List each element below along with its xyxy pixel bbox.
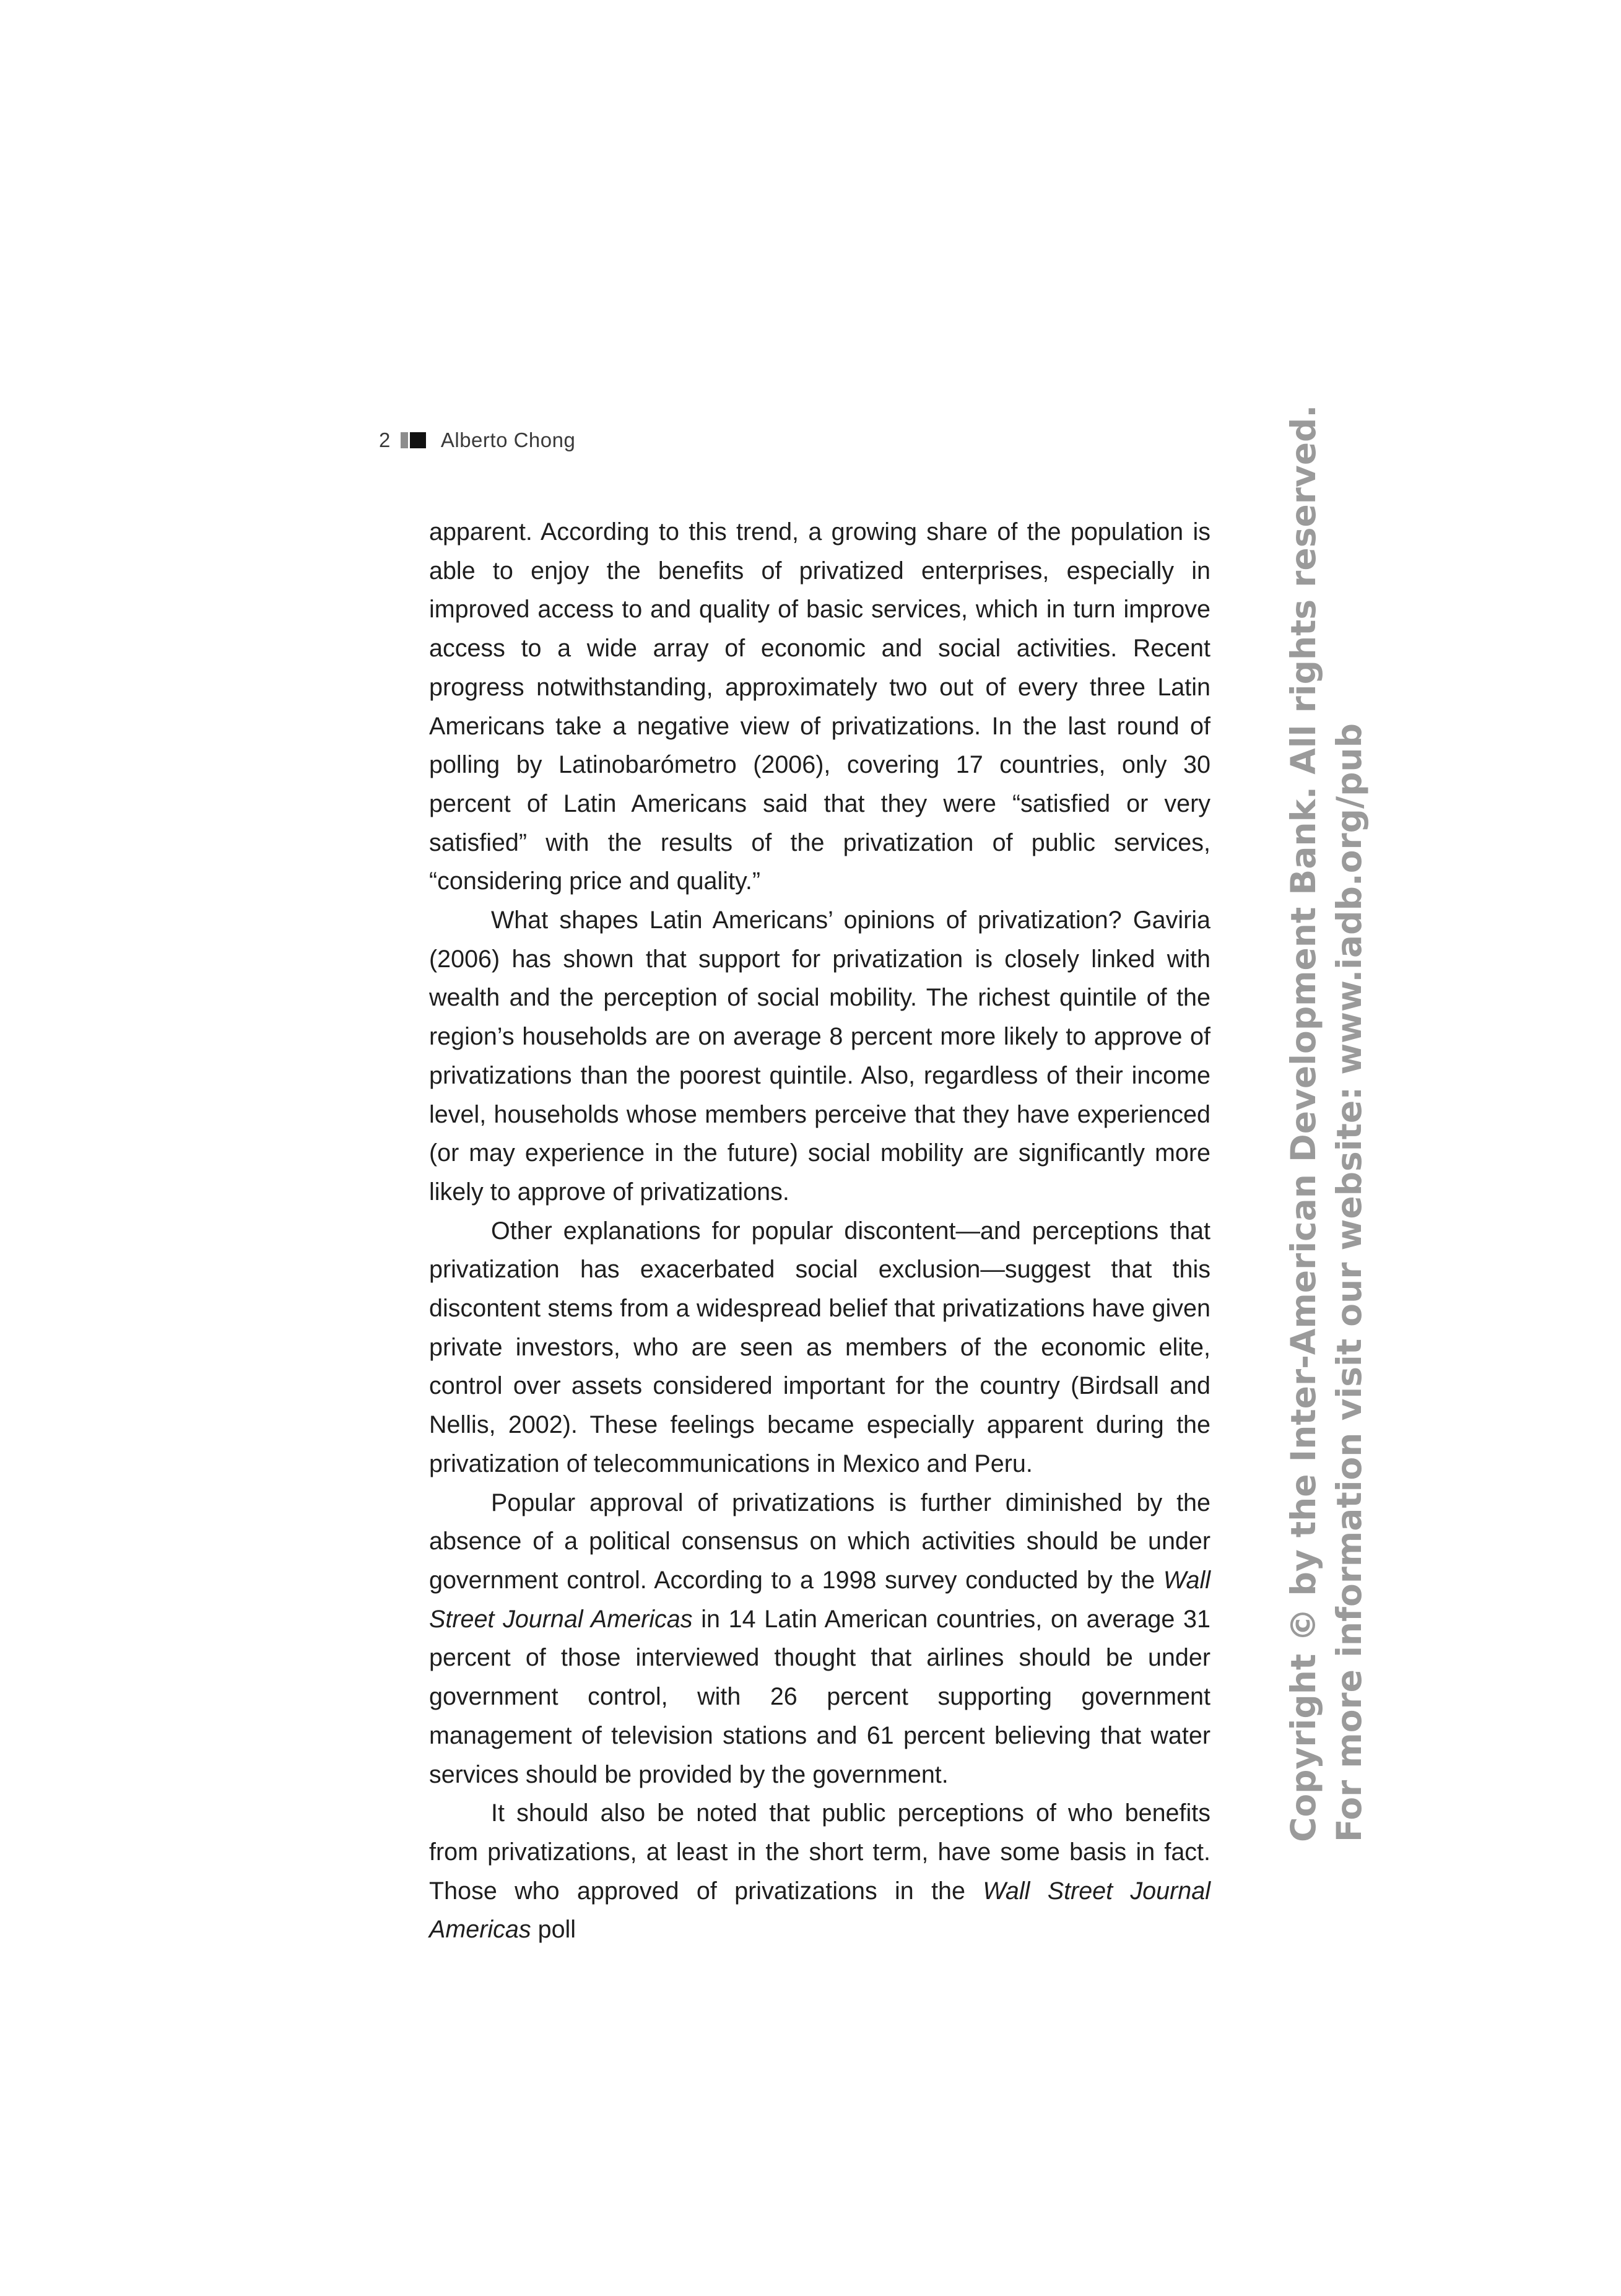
paragraph-5-text-a: It should also be noted that public perceptions of who benefits from privatizations, at least in the short term, have some basis in fact. Those who approved of privatizations in the: [429, 1799, 1210, 1905]
paragraph-4: [429, 1484, 1210, 1794]
author-name: Alberto Chong: [440, 428, 576, 451]
paragraph-4-journal-title: Wall Street Journal Americas: [429, 1566, 1210, 1633]
watermark-line-1: Copyright © by the Inter-American Development Bank. All rights reserved.: [1284, 404, 1323, 1842]
paragraph-5-journal-title: Wall Street Journal Americas: [429, 1877, 1210, 1944]
header-ornament-icon: [401, 432, 426, 448]
paragraph-4-text-a: Popular approval of privatizations is further diminished by the absence of a political consensus on which activities should be under government control. According to a 1998 survey conducted by the: [429, 1489, 1210, 1594]
paragraph-3: Other explanations for popular discontent—and perceptions that privatization has exacerbated social exclusion—suggest that this discontent stems from a widespread belief that privatizations have given private investors, who are seen as members of the economic elite, control over assets considered important for the country (Birdsall and Nellis, 2002). These feelings became especially apparent during the privatization of telecommunications in Mexico and Peru.: [429, 1217, 1210, 1477]
paragraph-1: apparent. According to this trend, a growing share of the population is able to enjoy the benefits of privatized enterprises, especially in improved access to and quality of basic services, which in turn improve access to a wide array of economic and social activities. Recent progress notwithstanding, approximately two out of every three Latin Americans take a negative view of privatizations. In the last round of polling by Latinobarómetro (2006), covering 17 countries, only 30 percent of Latin Americans said that they were “satisfied or very satisfied” with the results of the privatization of public services, “considering price and quality.”: [429, 518, 1210, 895]
paragraph-5: [429, 1794, 1210, 1949]
running-head: [379, 425, 575, 456]
paragraph-4-text-b: in 14 Latin American countries, on average 31 percent of those interviewed thought that airlines should be under government control, with 26 percent supporting government management of television stations and 61 percent believing that water services should be provided by the government.: [429, 1605, 1210, 1788]
page-number: 2: [379, 428, 391, 451]
watermark-line-2: For more information visit our website: www.iadb.org/pub: [1329, 723, 1369, 1842]
body-text: [429, 513, 1210, 1949]
paragraph-2: What shapes Latin Americans’ opinions of privatization? Gaviria (2006) has shown that support for privatization is closely linked with wealth and the perception of social mobility. The richest quintile of the region’s households are on average 8 percent more likely to approve of privatizations than the poorest quintile. Also, regardless of their income level, households whose members perceive that they have experienced (or may experience in the future) social mobility are significantly more likely to approve of privatizations.: [429, 907, 1210, 1206]
copyright-watermark: [1280, 404, 1372, 1842]
paragraph-5-text-b: poll: [531, 1916, 576, 1944]
